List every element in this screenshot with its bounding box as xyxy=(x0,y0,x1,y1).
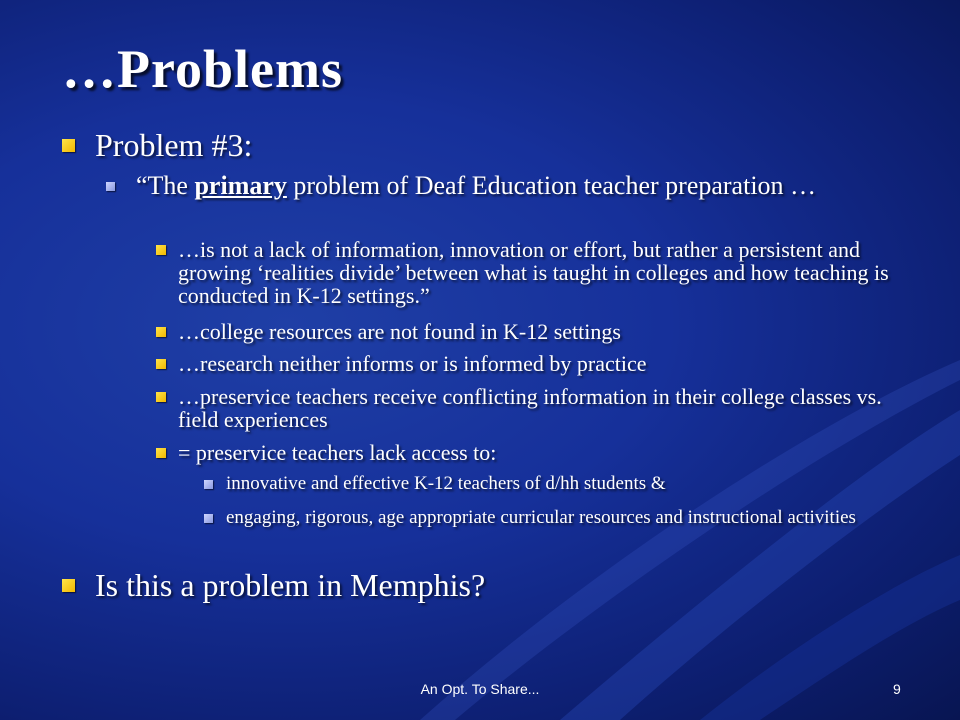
square-bullet-icon xyxy=(156,245,166,255)
bullet-research xyxy=(156,352,901,375)
quote-prefix: “The xyxy=(136,171,195,200)
square-bullet-icon xyxy=(156,327,166,337)
square-bullet-icon xyxy=(156,392,166,402)
quote-suffix: problem of Deaf Education teacher preparation … xyxy=(286,171,817,200)
bullet-realities-divide xyxy=(156,238,901,307)
bullet-text: engaging, rigorous, age appropriate curricular resources and instructional activities xyxy=(226,507,856,528)
page-number: 9 xyxy=(893,681,901,697)
bullet-quote xyxy=(106,172,886,200)
square-bullet-icon xyxy=(156,359,166,369)
bullet-text: …is not a lack of information, innovation or effort, but rather a persistent and growing ‘realities divide’ between what is taught in colleges and how teaching is conducted in K-12 settings.” xyxy=(178,237,889,308)
square-bullet-icon xyxy=(204,480,213,489)
bullet-text: …preservice teachers receive conflicting information in their college classes vs. field experiences xyxy=(178,384,882,432)
bullet-text: Problem #3: xyxy=(95,127,253,163)
slide-title: …Problems xyxy=(62,39,343,99)
square-bullet-icon xyxy=(106,182,115,191)
quote-emphasis: primary xyxy=(194,171,287,200)
bullet-lack-access xyxy=(156,441,901,464)
bullet-curricular-resources xyxy=(204,504,904,532)
square-bullet-icon xyxy=(156,448,166,458)
bullet-text: …research neither informs or is informed by practice xyxy=(178,351,647,376)
bullet-text: …college resources are not found in K-12 settings xyxy=(178,319,621,344)
bullet-conflicting-info xyxy=(156,385,901,431)
square-bullet-icon xyxy=(204,514,213,523)
square-bullet-icon xyxy=(62,139,75,152)
quote-text xyxy=(136,172,886,200)
bullet-text: innovative and effective K-12 teachers of d/hh students & xyxy=(226,473,666,494)
bullet-problem-3 xyxy=(62,128,252,162)
footer-text: An Opt. To Share... xyxy=(420,681,540,697)
bullet-text: = preservice teachers lack access to: xyxy=(178,440,497,465)
bullet-memphis xyxy=(62,568,485,602)
bullet-text: Is this a problem in Memphis? xyxy=(95,567,486,603)
square-bullet-icon xyxy=(62,579,75,592)
bullet-effective-teachers xyxy=(204,470,904,498)
bullet-college-resources xyxy=(156,320,901,343)
